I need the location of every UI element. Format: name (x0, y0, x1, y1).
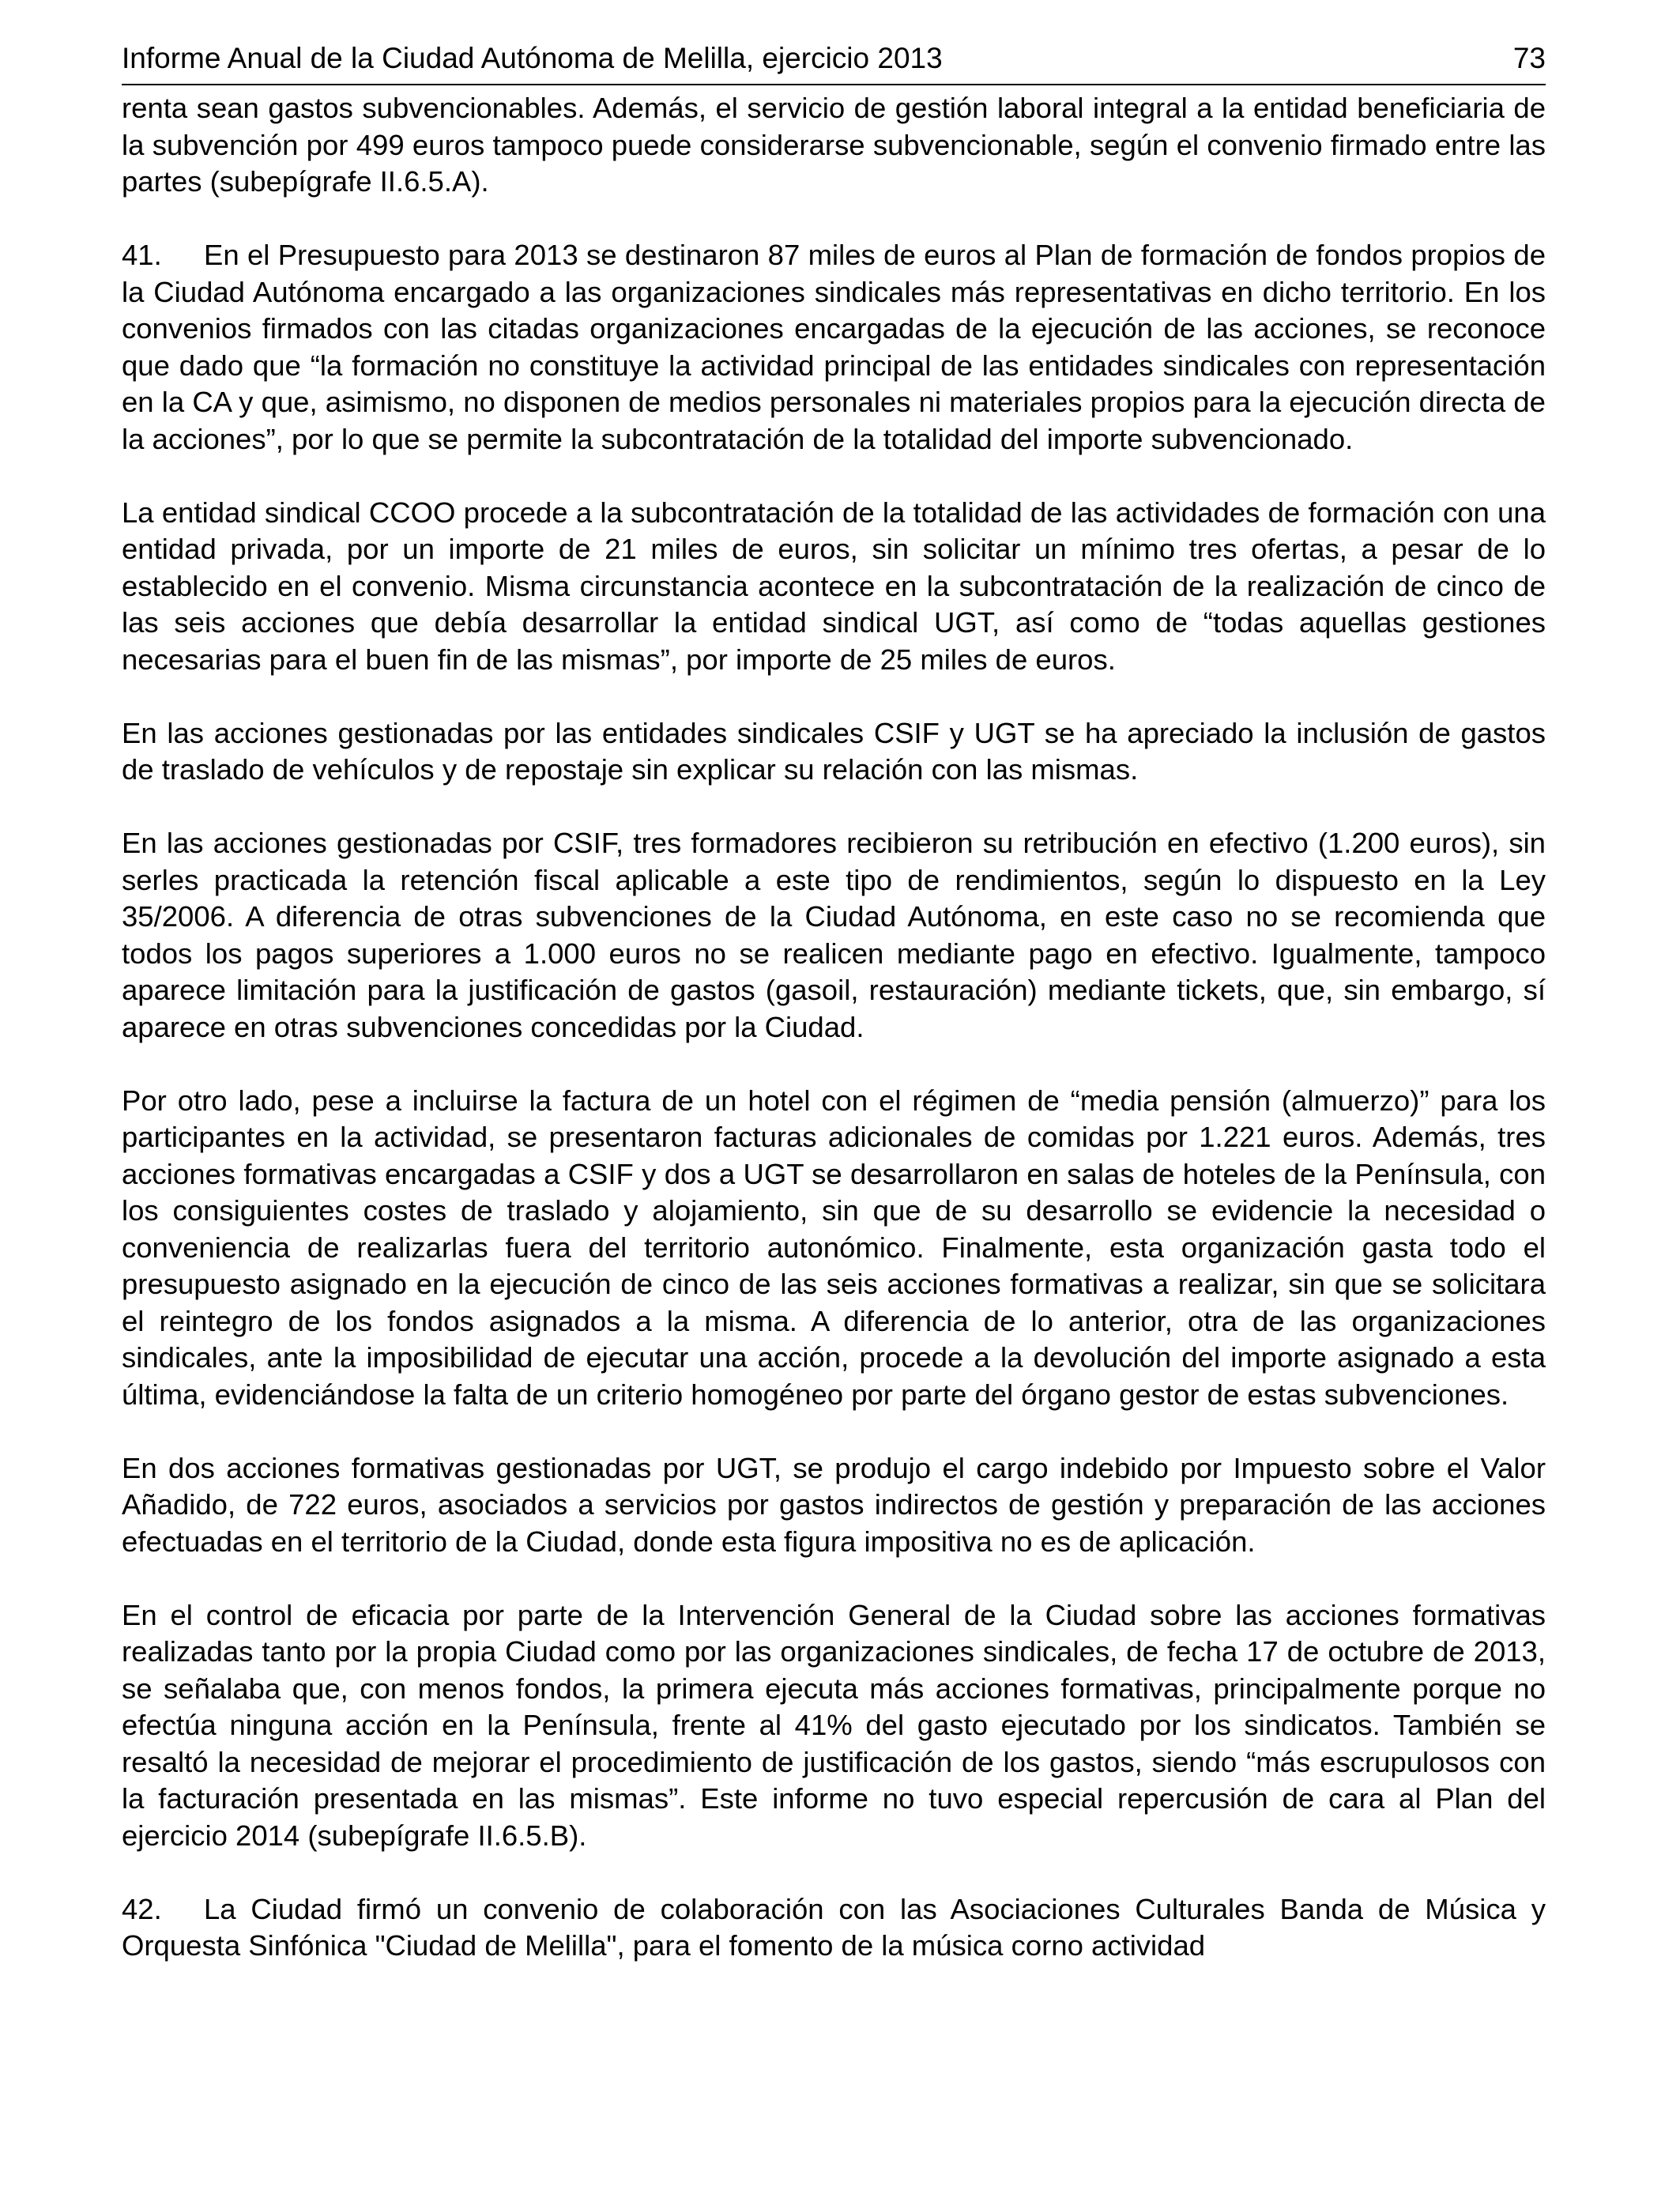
paragraph (122, 1597, 1546, 1855)
paragraph-number: 42. (122, 1892, 162, 1925)
paragraph (122, 1083, 1546, 1414)
paragraph (122, 495, 1546, 679)
paragraph (122, 715, 1546, 789)
numbered-paragraph-42 (122, 1891, 1546, 1965)
page-header (122, 36, 1546, 85)
paragraph (122, 825, 1546, 1046)
paragraph-text: La entidad sindical CCOO procede a la subcontratación de la totalidad de las actividades de formación con una entidad privada, por un importe de 21 miles de euros, sin solicitar un mínimo tres ofertas, a pesar de lo establecido en el convenio. Misma circunstancia acontece en la subcontratación de la realización de cinco de las seis acciones que debía desarrollar la entidad sindical UGT, así como de “todas aquellas gestiones necesarias para el buen fin de las mismas”, por importe de 25 miles de euros. (122, 496, 1546, 676)
paragraph-text: renta sean gastos subvencionables. Además, el servicio de gestión laboral integral a la entidad beneficiaria de la subvención por 499 euros tampoco puede considerarse subvencionable, según el convenio firmado entre las partes (subepígrafe II.6.5.A). (122, 92, 1546, 198)
paragraph-number: 41. (122, 239, 162, 271)
numbered-paragraph-41 (122, 237, 1546, 458)
paragraph-text: La Ciudad firmó un convenio de colaboración con las Asociaciones Culturales Banda de Música y Orquesta Sinfónica "Ciudad de Melilla", para el fomento de la música corno actividad (122, 1892, 1546, 1962)
paragraph-text: En dos acciones formativas gestionadas por UGT, se produjo el cargo indebido por Impuesto sobre el Valor Añadido, de 722 euros, asociados a servicios por gastos indirectos de gestión y preparación de las acciones efectuadas en el territorio de la Ciudad, donde esta figura impositiva no es de aplicación. (122, 1451, 1546, 1558)
paragraph-text: Por otro lado, pese a incluirse la factura de un hotel con el régimen de “media pensión (almuerzo)” para los participantes en la actividad, se presentaron facturas adicionales de comidas por 1.221 euros. Además, tres acciones formativas encargadas a CSIF y dos a UGT se desarrollaron en salas de hoteles de la Península, con los consiguientes costes de traslado y alojamiento, sin que de su desarrollo se evidencie la necesidad o conveniencia de realizarlas fuera del territorio autonómico. Finalmente, esta organización gasta todo el presupuesto asignado en la ejecución de cinco de las seis acciones formativas a realizar, sin que se solicitara el reintegro de los fondos asignados a la misma. A diferencia de lo anterior, otra de las organizaciones sindicales, ante la imposibilidad de ejecutar una acción, procede a la devolución del importe asignado a esta última, evidenciándose la falta de un criterio homogéneo por parte del órgano gestor de estas subvenciones. (122, 1084, 1546, 1411)
report-title: Informe Anual de la Ciudad Autónoma de Melilla, ejercicio 2013 (122, 42, 943, 74)
paragraph (122, 1450, 1546, 1561)
body-text (122, 90, 1546, 1965)
document-page (122, 36, 1546, 1965)
paragraph-text: En el control de eficacia por parte de la Intervención General de la Ciudad sobre las acciones formativas realizadas tanto por la propia Ciudad como por las organizaciones sindicales, de fecha 17 de octubre de 2013, se señalaba que, con menos fondos, la primera ejecuta más acciones formativas, principalmente porque no efectúa ninguna acción en la Península, frente al 41% del gasto ejecutado por los sindicatos. También se resaltó la necesidad de mejorar el procedimiento de justificación de los gastos, siendo “más escrupulosos con la facturación presentada en las mismas”. Este informe no tuvo especial repercusión de cara al Plan del ejercicio 2014 (subepígrafe II.6.5.B). (122, 1598, 1546, 1852)
paragraph-text: En las acciones gestionadas por CSIF, tres formadores recibieron su retribución en efectivo (1.200 euros), sin serles practicada la retención fiscal aplicable a este tipo de rendimientos, según lo dispuesto en la Ley 35/2006. A diferencia de otras subvenciones de la Ciudad Autónoma, en este caso no se recomienda que todos los pagos superiores a 1.000 euros no se realicen mediante pago en efectivo. Igualmente, tampoco aparece limitación para la justificación de gastos (gasoil, restauración) mediante tickets, que, sin embargo, sí aparece en otras subvenciones concedidas por la Ciudad. (122, 827, 1546, 1043)
paragraph (122, 90, 1546, 201)
paragraph-text: En el Presupuesto para 2013 se destinaron 87 miles de euros al Plan de formación de fondos propios de la Ciudad Autónoma encargado a las organizaciones sindicales más representativas en dicho territorio. En los convenios firmados con las citadas organizaciones encargadas de la ejecución de las acciones, se reconoce que dado que “la formación no constituye la actividad principal de las entidades sindicales con representación en la CA y que, asimismo, no disponen de medios personales ni materiales propios para la ejecución directa de la acciones”, por lo que se permite la subcontratación de la totalidad del importe subvencionado. (122, 239, 1546, 455)
paragraph-text: En las acciones gestionadas por las entidades sindicales CSIF y UGT se ha apreciado la inclusión de gastos de traslado de vehículos y de repostaje sin explicar su relación con las mismas. (122, 716, 1546, 786)
page-number: 73 (1512, 42, 1546, 74)
